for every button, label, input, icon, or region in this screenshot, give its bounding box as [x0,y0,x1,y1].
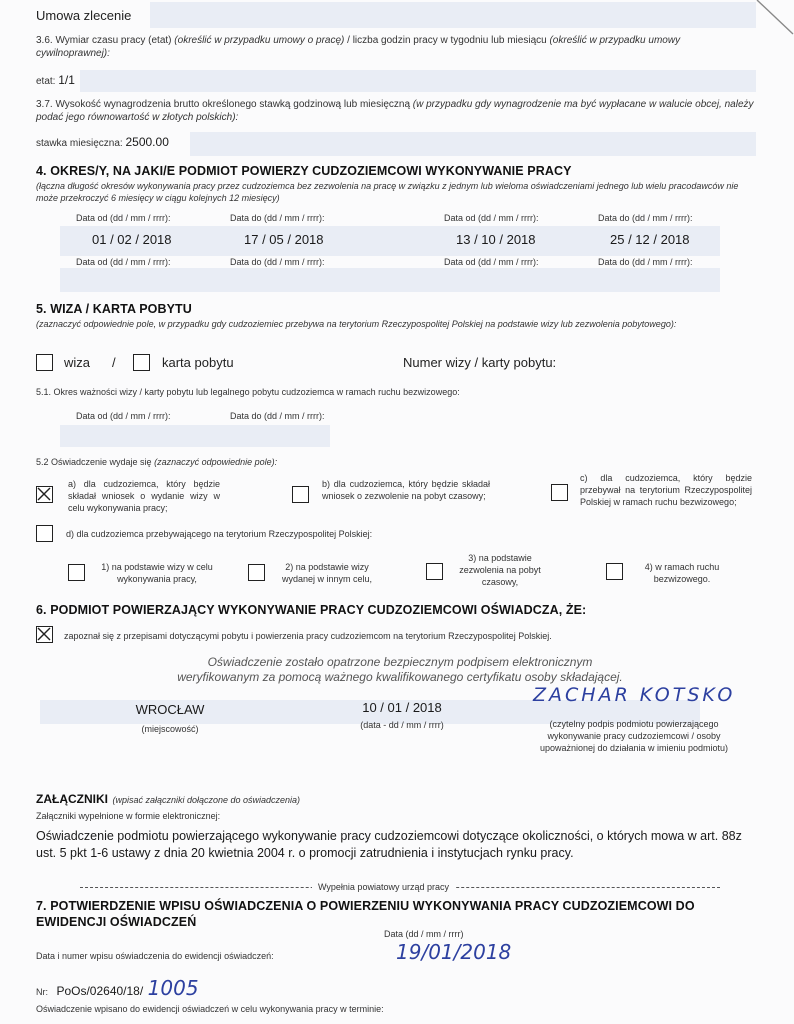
period2-to-label: Data do (dd / mm / rrrr): [598,213,693,223]
handwritten-entry-number: 1005 [147,976,199,1000]
entry-number-row: Nr: PoOs/02640/18/ 1005 [36,976,199,1000]
field-band [80,70,756,92]
entry-date-label: Data (dd / mm / rrrr) [384,929,464,939]
sign-date-label: (data - dd / mm / rrrr) [360,720,444,730]
handwritten-signature: ZACHAR KOTSKO [533,684,736,706]
sign-date-value: 10 / 01 / 2018 [362,700,442,715]
section-3-7-label: 3.7. Wysokość wynagrodzenia brutto określonego stawką godzinową lub miesięczną (w przypadku gdy wynagrodzenie ma być wypłacane w walucie obcej, należy podać jego równowartość w złotych polskich): [36,99,754,123]
option-c-checkbox[interactable] [551,484,568,501]
sub-option-3-label: 3) na podstawie zezwolenia na pobyt czasowy, [459,553,541,587]
karta-pobytu-checkbox[interactable] [133,354,150,371]
esig-line-2: weryfikowanym za pomocą ważnego kwalifikowanego certyfikatu osoby składającej. [177,670,623,684]
document-title: Umowa zlecenie [36,8,132,23]
section-7-title: 7. POTWIERDZENIE WPISU OŚWIADCZENIA O POWIERZENIU WYKONYWANIA PRACY CUDZOZIEMCOWI DO EWIDENCJI OŚWIADCZEŃ [36,899,695,929]
etat-value: 1/1 [58,73,75,87]
period3-to-label: Data do (dd / mm / rrrr): [230,257,325,267]
karta-pobytu-label: karta pobytu [162,355,234,370]
section-4-hint: (łączna długość okresów wykonywania pracy przez cudzoziemca bez zezwolenia na pracę w związku z jednym lub wieloma oświadczeniami jednego lub wielu pracodawców nie może przekroczyć 6 miesięcy w ciągu kolejnych 12 miesięcy) [36,181,739,203]
sub-option-1-checkbox[interactable] [68,564,85,581]
stawka-value: 2500.00 [125,135,169,149]
section-5-hint: (zaznaczyć odpowiednie pole, w przypadku gdy cudzoziemiec przebywa na terytorium Rzeczypospolitej Polskiej na podstawie wizy lub zezwolenia pobytowego): [36,319,677,329]
period1-from-value: 01 / 02 / 2018 [92,232,172,247]
signature-caption: (czytelny podpis podmiotu powierzającego wykonywanie pracy cudzoziemcowi / osoby upoważnionej do działania w imieniu podmiotu) [539,719,729,753]
period2-from-value: 13 / 10 / 2018 [456,232,536,247]
office-divider-label: Wypełnia powiatowy urząd pracy [312,881,455,893]
field-band [150,2,756,28]
option-b-label: b) dla cudzoziemca, który będzie składał wniosek o zezwolenie na pobyt czasowy; [322,479,490,501]
period2-from-label: Data od (dd / mm / rrrr): [444,213,539,223]
sub-option-2-checkbox[interactable] [248,564,265,581]
sub-option-4-checkbox[interactable] [606,563,623,580]
section-4-title: 4. OKRES/Y, NA JAKI/E PODMIOT POWIERZY CUDZOZIEMCOWI WYKONYWANIE PRACY [36,164,572,178]
section-5-1-label: 5.1. Okres ważności wizy / karty pobytu lub legalnego pobytu cudzoziemca w ramach ruchu bezwizowego: [36,387,460,397]
esig-line-1: Oświadczenie zostało opatrzone bezpiecznym podpisem elektronicznym [207,655,593,669]
option-d-checkbox[interactable] [36,525,53,542]
period1-to-label: Data do (dd / mm / rrrr): [230,213,325,223]
entry-label: Data i numer wpisu oświadczenia do ewidencji oświadczeń: [36,951,274,961]
sub-option-4-label: 4) w ramach ruchu bezwizowego. [644,562,720,584]
field-band [60,425,330,447]
period4-to-label: Data do (dd / mm / rrrr): [598,257,693,267]
section-6-check-text: zapoznał się z przepisami dotyczącymi pobytu i powierzenia pracy cudzoziemcom na terytorium Rzeczypospolitej Polskiej. [64,631,552,641]
wiza-checkbox[interactable] [36,354,53,371]
option-c-label: c) dla cudzoziemca, który będzie przebywał na terytorium Rzeczypospolitej Polskiej w ramach ruchu bezwizowego; [580,473,752,507]
attachments-heading: ZAŁĄCZNIKI (wpisać załączniki dołączone do oświadczenia) [36,792,301,806]
period2-to-value: 25 / 12 / 2018 [610,232,690,247]
field-band [60,268,720,292]
entry-number-prefix: PoOs/02640/18/ [56,984,144,998]
etat-row: etat: 1/1 [36,73,75,87]
check-x-icon [37,627,51,641]
slash-separator: / [112,355,116,370]
place-value: WROCŁAW [135,702,205,717]
attachments-sub-label: Załączniki wypełnione w formie elektronicznej: [36,811,221,821]
option-b-checkbox[interactable] [292,486,309,503]
period1-from-label: Data od (dd / mm / rrrr): [76,213,171,223]
wiza-label: wiza [64,355,91,370]
period1-to-value: 17 / 05 / 2018 [244,232,324,247]
check-x-icon [37,487,51,501]
field-band [190,132,756,156]
visa-from-label: Data od (dd / mm / rrrr): [76,411,171,421]
period3-from-label: Data od (dd / mm / rrrr): [76,257,171,267]
period4-from-label: Data od (dd / mm / rrrr): [444,257,539,267]
stawka-row: stawka miesięczna: 2500.00 [36,135,169,149]
attachments-text: Oświadczenie podmiotu powierzającego wykonywanie pracy cudzoziemcowi dotyczące okoliczności, o których mowa w art. 88z ust. 5 pkt 1-6 ustawy z dnia 20 kwietnia 2004 r. o promocji zatrudnienia i instytucjach rynku pracy. [36,829,742,860]
page-corner-fold [755,0,794,36]
visa-to-label: Data do (dd / mm / rrrr): [230,411,325,421]
section-5-2-label: 5.2 Oświadczenie wydaje się (zaznaczyć odpowiednie pole): [36,457,278,467]
option-a-label: a) dla cudzoziemca, który będzie składał wniosek o wydanie wizy w celu wykonywania pracy; [68,479,220,513]
option-d-label: d) dla cudzoziemca przebywającego na terytorium Rzeczypospolitej Polskiej: [66,529,373,539]
option-a-checkbox[interactable] [36,486,53,503]
section-6-title: 6. PODMIOT POWIERZAJĄCY WYKONYWANIE PRACY CUDZOZIEMCOWI OŚWIADCZA, ŻE: [36,603,587,617]
place-label: (miejscowość) [141,724,199,734]
sub-option-2-label: 2) na podstawie wizy wydanej w innym celu, [281,562,373,584]
section-3-6-label: 3.6. Wymiar czasu pracy (etat) (określić w przypadku umowy o pracę) / liczba godzin pracy w tygodniu lub miesiącu (określić w przypadku umowy cywilnoprawnej): [36,35,681,59]
sub-option-1-label: 1) na podstawie wizy w celu wykonywania pracy, [101,562,213,584]
numer-wizy-label: Numer wizy / karty pobytu: [403,355,557,370]
section-5-title: 5. WIZA / KARTA POBYTU [36,302,192,316]
entry-term-label: Oświadczenie wpisano do ewidencji oświadczeń w celu wykonywania pracy w terminie: [36,1004,384,1014]
sub-option-3-checkbox[interactable] [426,563,443,580]
handwritten-entry-date: 19/01/2018 [396,940,512,964]
section-6-checkbox[interactable] [36,626,53,643]
